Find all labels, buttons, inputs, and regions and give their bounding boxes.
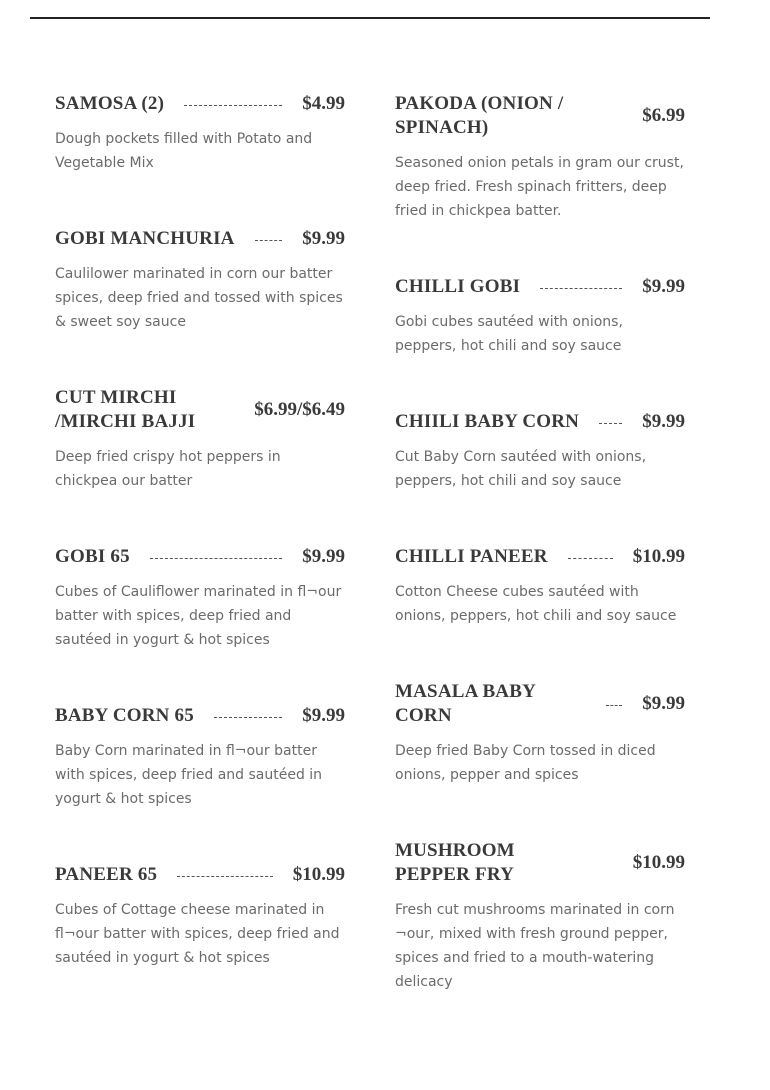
item-description: Baby Corn marinated in fl¬our batter with spices, deep fried and sautéed in yogurt & hot spices bbox=[55, 743, 323, 807]
item-price: $9.99 bbox=[302, 228, 345, 249]
dotted-leader bbox=[150, 558, 282, 559]
menu-item-cut-mirchi bbox=[55, 386, 345, 493]
item-price: $9.99 bbox=[302, 705, 345, 726]
menu-item-samosa bbox=[55, 92, 345, 175]
item-name: CHILLI PANEER bbox=[395, 546, 548, 567]
dotted-leader bbox=[606, 705, 622, 706]
item-name: GOBI MANCHURIA bbox=[55, 228, 235, 249]
item-description: Cubes of Cottage cheese marinated in fl¬our batter with spices, deep fried and sautéed in yogurt & hot spices bbox=[55, 902, 340, 966]
menu-item-chilli-baby-corn bbox=[395, 410, 685, 493]
menu-item-pakoda bbox=[395, 92, 685, 223]
dotted-leader bbox=[599, 423, 622, 424]
item-name: CHIILI BABY CORN bbox=[395, 411, 580, 432]
menu-item-mushroom-pepper-fry bbox=[395, 839, 685, 994]
item-price: $9.99 bbox=[302, 546, 345, 567]
item-description: Cubes of Cauliflower marinated in fl¬our batter with spices, deep fried and sautéed in yogurt & hot spices bbox=[55, 584, 342, 648]
item-price: $10.99 bbox=[292, 864, 345, 885]
item-price: $4.99 bbox=[302, 93, 345, 114]
item-description: Caulilower marinated in corn our batter spices, deep fried and tossed with spices & sweet soy sauce bbox=[55, 266, 343, 330]
item-price: $9.99 bbox=[642, 693, 685, 714]
item-name: SAMOSA (2) bbox=[55, 93, 165, 114]
item-description: Deep fried crispy hot peppers in chickpea our batter bbox=[55, 449, 281, 489]
menu-item-chilli-gobi bbox=[395, 275, 685, 358]
item-name: MUSHROOM PEPPER FRY bbox=[395, 840, 515, 885]
item-description: Cotton Cheese cubes sautéed with onions, peppers, hot chili and soy sauce bbox=[395, 584, 677, 624]
item-name: CUT MIRCHI /MIRCHI BAJJI bbox=[55, 387, 196, 432]
item-price: $6.99/$6.49 bbox=[254, 399, 345, 420]
item-name: GOBI 65 bbox=[55, 546, 130, 567]
dotted-leader bbox=[255, 240, 283, 241]
dotted-leader bbox=[568, 558, 613, 559]
item-description: Dough pockets filled with Potato and Vegetable Mix bbox=[55, 131, 313, 171]
dotted-leader bbox=[540, 288, 622, 289]
item-description: Cut Baby Corn sautéed with onions, peppers, hot chili and soy sauce bbox=[395, 449, 647, 489]
item-price: $10.99 bbox=[632, 546, 685, 567]
item-name: PAKODA (ONION / SPINACH) bbox=[395, 93, 564, 138]
item-name: PANEER 65 bbox=[55, 864, 158, 885]
item-description: Fresh cut mushrooms marinated in corn ¬our, mixed with fresh ground pepper, spices and fried to a mouth-watering delicacy bbox=[395, 902, 675, 990]
menu-item-gobi-manchuria bbox=[55, 227, 345, 334]
dotted-leader bbox=[177, 876, 272, 877]
menu-item-paneer-65 bbox=[55, 863, 345, 970]
item-price: $9.99 bbox=[642, 411, 685, 432]
item-price: $10.99 bbox=[632, 852, 685, 873]
item-price: $6.99 bbox=[642, 105, 685, 126]
menu-item-chilli-paneer bbox=[395, 545, 685, 628]
dotted-leader bbox=[184, 105, 282, 106]
item-price: $9.99 bbox=[642, 276, 685, 297]
menu-item-masala-baby-corn bbox=[395, 680, 685, 787]
menu-column-right bbox=[395, 92, 685, 1046]
menu-column-left bbox=[55, 92, 345, 1022]
item-name: BABY CORN 65 bbox=[55, 705, 194, 726]
dotted-leader bbox=[214, 717, 282, 718]
item-name: CHILLI GOBI bbox=[395, 276, 521, 297]
item-name: MASALA BABY CORN bbox=[395, 681, 536, 726]
menu-item-baby-corn-65 bbox=[55, 704, 345, 811]
item-description: Seasoned onion petals in gram our crust, deep fried. Fresh spinach fritters, deep fried in chickpea batter. bbox=[395, 155, 684, 219]
item-description: Gobi cubes sautéed with onions, peppers, hot chili and soy sauce bbox=[395, 314, 623, 354]
top-divider bbox=[30, 17, 710, 19]
menu-item-gobi-65 bbox=[55, 545, 345, 652]
item-description: Deep fried Baby Corn tossed in diced onions, pepper and spices bbox=[395, 743, 656, 783]
